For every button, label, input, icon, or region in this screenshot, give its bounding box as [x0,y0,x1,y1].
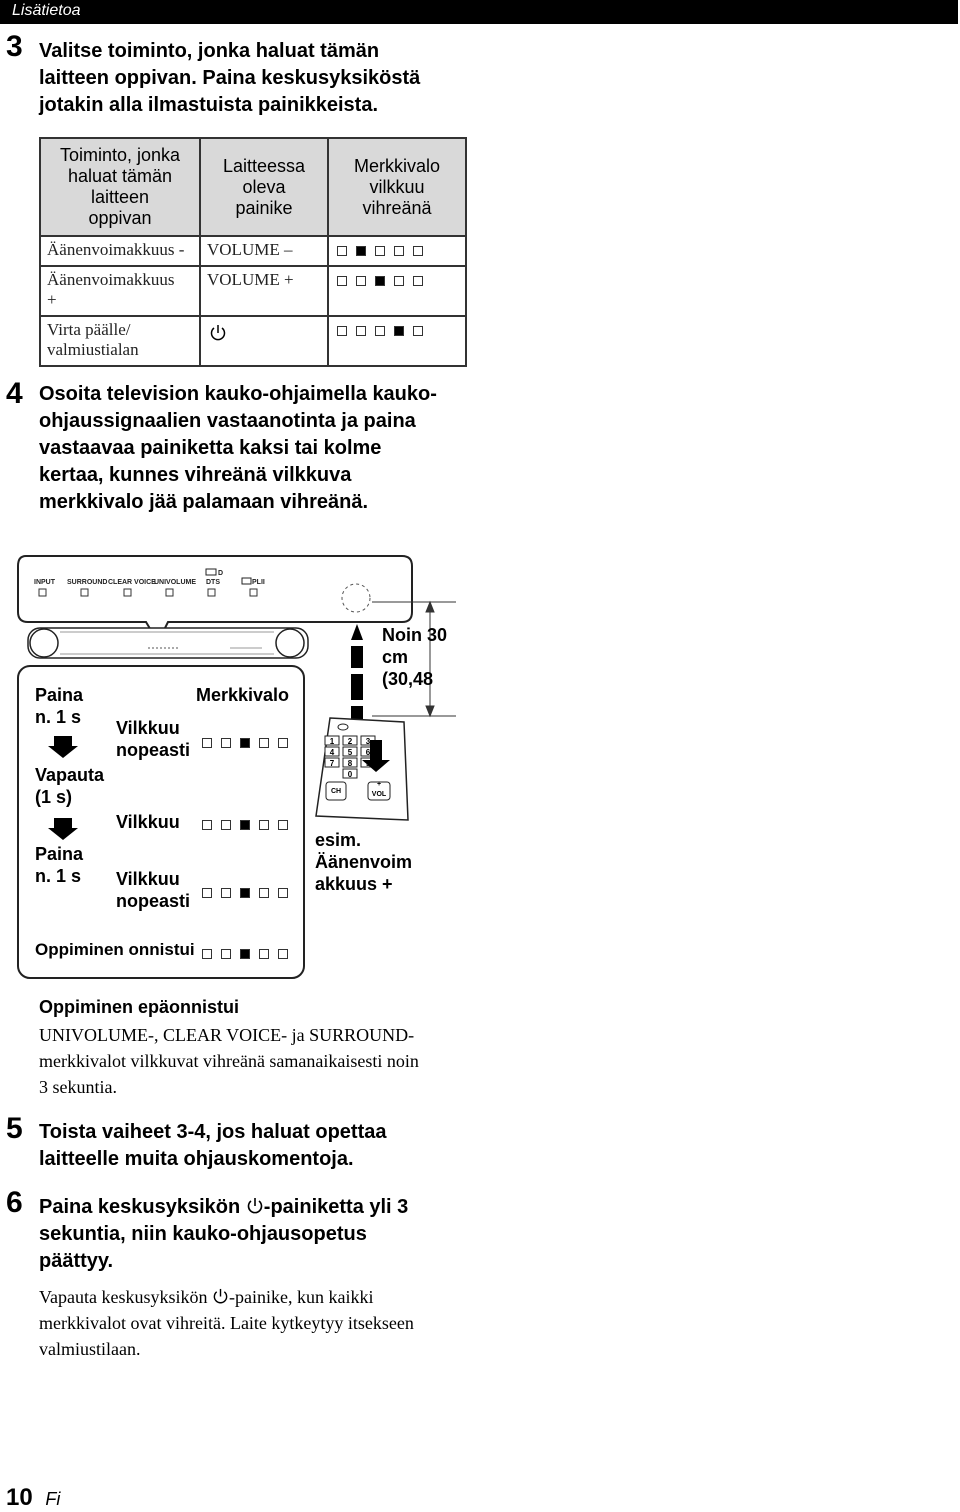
dolby-d-label: D [218,570,224,577]
row-function: Äänenvoimakkuus - [40,236,200,266]
step-3-line: Valitse toiminto, jonka haluat tämän [39,40,380,62]
step-4-line: ohjaussignaalien vastaanotinta ja paina [39,410,416,432]
remote-key: 2 [347,737,353,746]
flow-led-pattern [202,884,297,902]
flow-press-step: Paina n. 1 s [35,844,84,886]
led-off [202,820,212,830]
step-6-body: Vapauta keskusyksikön -painike, kun kaikki merkkivalot ovat vihreitä. Laite kytkeytyy itsekseen valmiustilaan. [39,1287,414,1359]
row-function: Virta päälle/ valmiustialan [40,316,200,366]
page-number: 10 [6,1484,33,1511]
power-icon [246,1197,264,1215]
step-4-line: kertaa, kunnes vihreänä vilkkuva [39,464,352,486]
fail-title: Oppiminen epäonnistui [39,997,240,1017]
led-lit [240,888,250,898]
led-off [413,246,423,256]
led-off [337,326,347,336]
flow-led-pattern [202,945,297,963]
header-function: Toiminto, jonka haluat tämän laitteen oppivan [40,138,200,236]
led-off [259,949,269,959]
step-3-line: laitteen oppivan. Paina keskusyksiköstä [39,67,421,89]
led-lit [394,326,404,336]
step-3-line: jotakin alla ilmastuista painikkeista. [39,94,379,116]
led-off [337,246,347,256]
panel-label: UNIVOLUME [154,579,196,586]
row-led-pattern [328,236,466,266]
row-button: VOLUME – [200,236,328,266]
led-off [278,738,288,748]
led-off [221,888,231,898]
panel-label: SURROUND [67,579,108,586]
step-5-number: 5 [6,1112,23,1145]
step-4-line: Osoita television kauko-ohjaimella kauko- [39,383,437,405]
remote-key: VOL [371,791,387,798]
step-4-line: vastaavaa painiketta kaksi tai kolme [39,437,382,459]
remote-key: CH [330,788,342,795]
led-off [202,949,212,959]
ir-beam [351,624,363,734]
learning-illustration [0,550,960,990]
distance-label: Noin 30 cm (30,48 [382,625,448,689]
led-off [259,820,269,830]
panel-label: CLEAR VOICE [108,579,156,586]
led-off [413,326,423,336]
power-icon [209,324,227,342]
row-led-pattern [328,316,466,366]
row-button [200,316,328,366]
flow-release-step: Vapauta (1 s) [35,765,105,807]
step-6-number: 6 [6,1186,23,1219]
led-off [375,326,385,336]
remote-key: 5 [347,748,353,757]
remote-key: 4 [329,748,335,757]
remote-key: 0 [347,770,353,779]
led-off [356,326,366,336]
power-icon [212,1288,229,1305]
led-off [202,888,212,898]
led-lit [375,276,385,286]
flow-blink-fast: Vilkkuu nopeasti [116,718,191,760]
tv-remote-illustration [316,718,408,820]
remote-key: 6 [365,748,371,757]
led-off [259,888,269,898]
row-button: VOLUME + [200,266,328,316]
row-led-pattern [328,266,466,316]
page-language: Fi [45,1489,61,1509]
step-4-number: 4 [6,377,23,410]
panel-label: INPUT [34,579,55,586]
led-off [278,820,288,830]
fail-text: UNIVOLUME-, CLEAR VOICE- ja SURROUND- merkkivalot vilkkuvat vihreänä samanaikaisesti noin 3 sekuntia. [39,1025,419,1097]
led-off [394,276,404,286]
flow-led-pattern [202,734,297,752]
remote-key: + [376,781,382,788]
soundbar-unit [28,628,308,658]
remote-key: 3 [365,737,371,746]
led-lit [240,949,250,959]
panel-label: PLII [252,579,265,586]
step-3-number: 3 [6,30,23,63]
flow-success: Oppiminen onnistui [35,940,195,959]
header-indicator: Merkkivalo vilkkuu vihreänä [328,138,466,236]
step-4-line: merkkivalo jää palamaan vihreänä. [39,491,369,513]
led-off [375,246,385,256]
remote-key: 8 [347,759,353,768]
led-off [356,276,366,286]
led-off [221,738,231,748]
led-lit [240,820,250,830]
flow-indicator-label: Merkkivalo [196,685,290,705]
example-label: esim. Äänenvoim akkuus + [315,830,413,894]
led-lit [240,738,250,748]
led-off [394,246,404,256]
flow-blink-fast: Vilkkuu nopeasti [116,869,191,911]
header-button: Laitteessa oleva painike [200,138,328,236]
page-footer [6,1484,60,1512]
section-header-bar [0,0,958,24]
row-function: Äänenvoimakkuus + [40,266,200,316]
panel-label: DTS [206,579,220,586]
led-off [221,949,231,959]
flow-led-pattern [202,816,297,834]
led-lit [356,246,366,256]
flow-press-step: Paina n. 1 s [35,685,84,727]
flow-blink: Vilkkuu [116,812,180,832]
led-off [337,276,347,286]
remote-key: 7 [329,759,335,768]
section-title: Lisätietoa [12,2,81,19]
learning-table [39,137,467,367]
remote-key: 1 [329,737,335,746]
led-off [202,738,212,748]
step-4-text [39,381,437,516]
led-off [259,738,269,748]
step-5-text: Toista vaiheet 3-4, jos haluat opettaa laitteelle muita ohjauskomentoja. [39,1121,387,1170]
led-off [413,276,423,286]
led-off [278,949,288,959]
led-off [278,888,288,898]
step-3-text [39,38,420,119]
step-6-text: Paina keskusyksikön -painiketta yli 3 sekuntia, niin kauko-ohjausopetus päättyy. [39,1196,409,1272]
led-off [221,820,231,830]
